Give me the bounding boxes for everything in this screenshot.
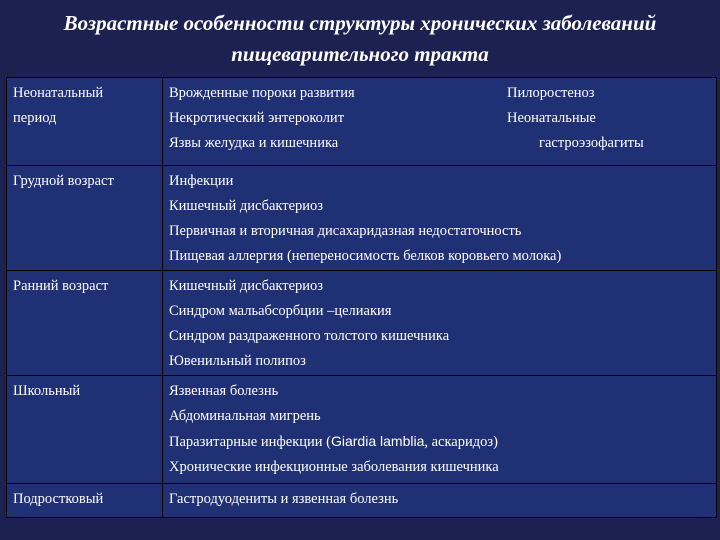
list-item: Пищевая аллергия (непереносимость белков коровьего молока) xyxy=(169,248,562,264)
table-row-neonatal xyxy=(7,78,717,166)
table-row-school xyxy=(7,376,717,484)
list-item-parasitic xyxy=(169,429,712,455)
age-cell-neonatal xyxy=(7,78,163,166)
disease-cell-early xyxy=(163,271,717,376)
disease-cell-teen xyxy=(163,484,717,518)
table-row-early xyxy=(7,271,717,376)
list-item: Хронические инфекционные заболевания кишечника xyxy=(169,459,499,475)
list-item: Синдром мальабсорбции –целиакия xyxy=(169,303,392,319)
disease-table xyxy=(6,77,717,518)
list-item: Пилоростеноз xyxy=(507,85,595,101)
parasitic-latin-name: Giardia lamblia xyxy=(330,433,425,449)
disease-cell-school xyxy=(163,376,717,484)
parasitic-prefix: Паразитарные инфекции ( xyxy=(169,434,331,450)
title-line-2: пищеварительного тракта xyxy=(231,42,489,66)
list-item: Ювенильный полипоз xyxy=(169,353,306,369)
list-item: гастроэзофагиты xyxy=(539,135,644,151)
list-item: Язвы желудка и кишечника xyxy=(169,135,339,151)
age-cell-early: Ранний возраст xyxy=(7,271,163,376)
disease-cell-breast xyxy=(163,166,717,271)
neonatal-left-list xyxy=(169,81,507,156)
age-cell-breast: Грудной возраст xyxy=(7,166,163,271)
list-item: Инфекции xyxy=(169,173,234,189)
list-item: Абдоминальная мигрень xyxy=(169,408,321,424)
list-item: Некротический энтероколит xyxy=(169,110,345,126)
age-label-neonatal-line2: период xyxy=(13,110,57,126)
age-label-neonatal-line1: Неонатальный xyxy=(13,85,104,101)
list-item: Неонатальные xyxy=(507,110,596,126)
table-row-breast xyxy=(7,166,717,271)
slide-title xyxy=(0,8,720,70)
list-item: Кишечный дисбактериоз xyxy=(169,198,324,214)
neonatal-right-list xyxy=(507,81,644,156)
disease-cell-neonatal xyxy=(163,78,717,166)
age-cell-school: Школьный xyxy=(7,376,163,484)
list-item: Врожденные пороки развития xyxy=(169,85,355,101)
list-item: Язвенная болезнь xyxy=(169,383,279,399)
list-item: Синдром раздраженного толстого кишечника xyxy=(169,328,450,344)
table-row-teen xyxy=(7,484,717,518)
list-item: Первичная и вторичная дисахаридазная недостаточность xyxy=(169,223,522,239)
list-item: Гастродуодениты и язвенная болезнь xyxy=(169,491,399,507)
age-cell-teen: Подростковый xyxy=(7,484,163,518)
parasitic-suffix: , аскаридоз) xyxy=(424,434,498,450)
title-line-1: Возрастные особенности структуры хронических заболеваний xyxy=(63,11,657,35)
list-item: Кишечный дисбактериоз xyxy=(169,278,324,294)
